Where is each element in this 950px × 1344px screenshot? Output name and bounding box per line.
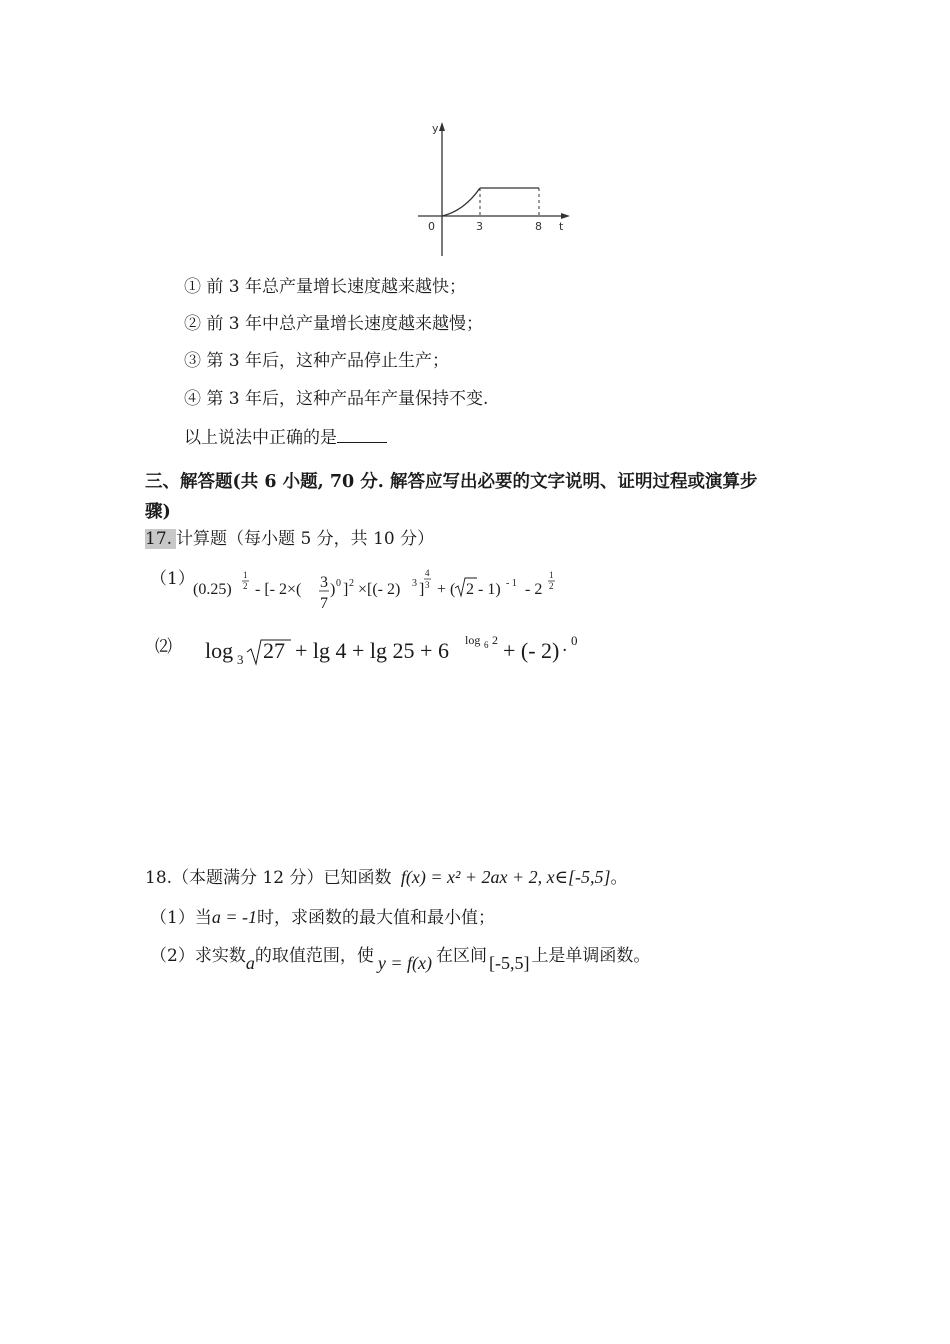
svg-text:27: 27 (263, 638, 285, 663)
svg-text:log: log (205, 638, 234, 663)
q18-intro-line: 18.（本题满分 12 分）已知函数 f(x) = x² + 2ax + 2, x∈[-5,5]。 (145, 867, 628, 888)
q18-sub2-function: y = f(x) (377, 953, 432, 973)
origin-label: 0 (428, 220, 435, 233)
svg-text:3: 3 (320, 574, 328, 591)
statement-2: ② 前 3 年中总产量增长速度越来越慢； (184, 314, 484, 334)
svg-text:log: log (465, 633, 481, 647)
svg-text:- 1: - 1 (506, 578, 517, 589)
svg-text:+ (: + ( (437, 581, 456, 598)
q17-part1-label: （1） (150, 569, 195, 589)
x-axis-arrow (561, 213, 570, 219)
svg-text:0: 0 (571, 633, 578, 648)
svg-text:3: 3 (412, 578, 417, 589)
svg-text:0: 0 (336, 578, 341, 589)
q18-sub2-prefix: （2）求实数 (150, 946, 246, 966)
svg-text:): ) (330, 581, 336, 598)
svg-text:3: 3 (237, 652, 244, 667)
section3-title-line1: 三、解答题(共 6 小题, 70 分. 解答应写出必要的文字说明、证明过程或演算步 (145, 472, 758, 492)
q18-sub1 (150, 906, 495, 929)
q18-sub2 (150, 944, 651, 973)
statement-3: ③ 第 3 年后，这种产品停止生产； (184, 351, 450, 371)
q18-function: f(x) = x² + 2ax + 2, x∈[-5,5] (400, 867, 611, 887)
q17-part2-expression (205, 628, 585, 677)
svg-text:]: ] (419, 581, 425, 598)
svg-text:- [- 2×(: - [- 2×( (255, 581, 302, 598)
q18-sub1-condition: a = -1 (211, 907, 257, 927)
q18-sub2-variable: a (245, 953, 255, 973)
tick-label-3: 3 (476, 220, 483, 233)
q18-sub2-middle: 的取值范围，使 (254, 946, 374, 966)
svg-text:2: 2 (466, 581, 474, 598)
q18-intro: 18.（本题满分 12 分）已知函数 (145, 868, 392, 888)
svg-text:- 2: - 2 (525, 581, 543, 598)
q17-part2-formula (205, 628, 585, 672)
svg-text:2: 2 (349, 578, 354, 589)
svg-text:7: 7 (320, 595, 328, 612)
q17-part1-expression (193, 566, 593, 621)
x-axis-label: t (559, 220, 564, 233)
svg-text:- 1): - 1) (478, 581, 501, 598)
svg-text:6: 6 (484, 640, 489, 650)
q18-sub2-interval: [-5,5] (488, 953, 530, 973)
svg-text:1: 1 (549, 570, 554, 580)
q17-part2-dot: · (562, 641, 568, 661)
svg-text:2: 2 (549, 581, 554, 591)
question-prompt (184, 426, 387, 449)
svg-text:(0.25): (0.25) (193, 581, 232, 598)
statement-1: ① 前 3 年总产量增长速度越来越快； (184, 277, 467, 297)
svg-text:2: 2 (243, 581, 248, 591)
statement-4: ④ 第 3 年后，这种产品年产量保持不变. (184, 389, 489, 409)
growth-curve (442, 188, 480, 216)
q17-part2-label: ⑵ (155, 637, 172, 657)
svg-text:1: 1 (243, 570, 248, 580)
q17-heading (145, 528, 434, 550)
svg-text:3: 3 (425, 580, 430, 590)
svg-text:]: ] (343, 581, 349, 598)
y-axis-label: y (432, 122, 439, 135)
svg-text:×[(- 2): ×[(- 2) (358, 581, 401, 598)
svg-text:+ (- 2): + (- 2) (503, 638, 560, 663)
svg-text:4: 4 (425, 568, 430, 578)
q17-part1-formula (193, 566, 593, 616)
answer-blank[interactable] (337, 426, 387, 443)
section3-title-line2: 骤) (145, 502, 171, 522)
svg-text:+ lg 4 + lg 25 + 6: + lg 4 + lg 25 + 6 (295, 638, 449, 663)
production-graph (412, 118, 577, 258)
y-axis-arrow (439, 122, 445, 131)
svg-text:2: 2 (492, 633, 498, 647)
q18-sub2-interval-text: 在区间 (435, 946, 487, 966)
q18-sub2-suffix: 上是单调函数。 (531, 946, 651, 966)
q17-number: 17. (145, 529, 176, 549)
question-prompt-text: 以上说法中正确的是 (184, 428, 337, 448)
q18-sub1-prefix: （1）当 (150, 908, 212, 928)
tick-label-8: 8 (535, 220, 542, 233)
q18-sub1-suffix: 时，求函数的最大值和最小值； (256, 908, 495, 928)
q17-title: 计算题（每小题 5 分，共 10 分） (176, 529, 435, 549)
